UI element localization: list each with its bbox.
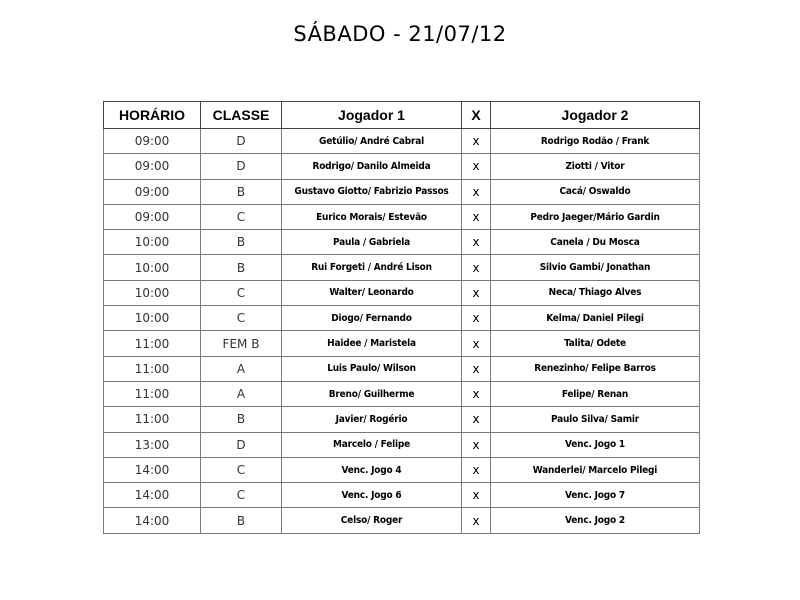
- page-title: SÁBADO - 21/07/12: [293, 22, 507, 46]
- table-row: [104, 432, 700, 457]
- table-row: [104, 457, 700, 482]
- table-row: [104, 255, 700, 280]
- player2-cell: Wanderlei/ Marcelo Pilegi: [491, 457, 700, 482]
- player1-cell: Javier/ Rogério: [282, 407, 462, 432]
- table-row: [104, 483, 700, 508]
- versus-cell: x: [462, 154, 491, 179]
- table-row: [104, 381, 700, 406]
- versus-cell: x: [462, 179, 491, 204]
- match-class: C: [201, 204, 282, 229]
- player1-cell: Celso/ Roger: [282, 508, 462, 533]
- table-row: [104, 129, 700, 154]
- match-time: 14:00: [104, 457, 201, 482]
- player1-cell: Rui Forgeti / André Lison: [282, 255, 462, 280]
- table-row: [104, 179, 700, 204]
- match-class: D: [201, 154, 282, 179]
- match-time: 13:00: [104, 432, 201, 457]
- match-class: C: [201, 306, 282, 331]
- match-time: 09:00: [104, 154, 201, 179]
- player1-cell: Venc. Jogo 6: [282, 483, 462, 508]
- player2-cell: Canela / Du Mosca: [491, 230, 700, 255]
- versus-cell: x: [462, 230, 491, 255]
- match-time: 11:00: [104, 331, 201, 356]
- versus-cell: x: [462, 280, 491, 305]
- table-row: [104, 280, 700, 305]
- match-time: 10:00: [104, 255, 201, 280]
- match-time: 11:00: [104, 407, 201, 432]
- match-time: 11:00: [104, 381, 201, 406]
- player2-cell: Talita/ Odete: [491, 331, 700, 356]
- player1-cell: Venc. Jogo 4: [282, 457, 462, 482]
- match-class: D: [201, 432, 282, 457]
- player2-cell: Pedro Jaeger/Mário Gardin: [491, 204, 700, 229]
- versus-cell: x: [462, 129, 491, 154]
- table-row: [104, 230, 700, 255]
- player2-cell: Rodrigo Rodão / Frank: [491, 129, 700, 154]
- match-time: 10:00: [104, 230, 201, 255]
- schedule-table: [103, 101, 700, 534]
- player1-cell: Luis Paulo/ Wilson: [282, 356, 462, 381]
- match-class: C: [201, 457, 282, 482]
- header-class: CLASSE: [201, 102, 282, 129]
- match-class: B: [201, 255, 282, 280]
- header-time: HORÁRIO: [104, 102, 201, 129]
- versus-cell: x: [462, 457, 491, 482]
- header-row: [104, 102, 700, 129]
- versus-cell: x: [462, 255, 491, 280]
- versus-cell: x: [462, 508, 491, 533]
- schedule-body: [104, 129, 700, 534]
- player1-cell: Eurico Morais/ Estevão: [282, 204, 462, 229]
- player2-cell: Venc. Jogo 2: [491, 508, 700, 533]
- versus-cell: x: [462, 432, 491, 457]
- versus-cell: x: [462, 381, 491, 406]
- versus-cell: x: [462, 306, 491, 331]
- player1-cell: Diogo/ Fernando: [282, 306, 462, 331]
- match-time: 10:00: [104, 280, 201, 305]
- player1-cell: Breno/ Guilherme: [282, 381, 462, 406]
- match-class: A: [201, 356, 282, 381]
- player1-cell: Rodrigo/ Danilo Almeida: [282, 154, 462, 179]
- player1-cell: Marcelo / Felipe: [282, 432, 462, 457]
- table-row: [104, 306, 700, 331]
- match-time: 09:00: [104, 129, 201, 154]
- match-time: 14:00: [104, 483, 201, 508]
- match-time: 09:00: [104, 179, 201, 204]
- header-player2: Jogador 2: [491, 102, 700, 129]
- player2-cell: Kelma/ Daniel Pilegi: [491, 306, 700, 331]
- versus-cell: x: [462, 483, 491, 508]
- match-class: D: [201, 129, 282, 154]
- player2-cell: Paulo Silva/ Samir: [491, 407, 700, 432]
- player2-cell: Renezinho/ Felipe Barros: [491, 356, 700, 381]
- player2-cell: Neca/ Thiago Alves: [491, 280, 700, 305]
- versus-cell: x: [462, 356, 491, 381]
- match-time: 11:00: [104, 356, 201, 381]
- player1-cell: Walter/ Leonardo: [282, 280, 462, 305]
- match-class: B: [201, 230, 282, 255]
- player1-cell: Paula / Gabriela: [282, 230, 462, 255]
- versus-cell: x: [462, 407, 491, 432]
- match-class: FEM B: [201, 331, 282, 356]
- player2-cell: Cacá/ Oswaldo: [491, 179, 700, 204]
- match-time: 14:00: [104, 508, 201, 533]
- match-class: C: [201, 483, 282, 508]
- table-row: [104, 204, 700, 229]
- match-class: C: [201, 280, 282, 305]
- player1-cell: Gustavo Giotto/ Fabrizio Passos: [282, 179, 462, 204]
- versus-cell: x: [462, 331, 491, 356]
- table-row: [104, 508, 700, 533]
- match-time: 09:00: [104, 204, 201, 229]
- player1-cell: Getúlio/ André Cabral: [282, 129, 462, 154]
- versus-cell: x: [462, 204, 491, 229]
- table-row: [104, 331, 700, 356]
- match-class: B: [201, 407, 282, 432]
- match-time: 10:00: [104, 306, 201, 331]
- match-class: B: [201, 508, 282, 533]
- player2-cell: Silvio Gambi/ Jonathan: [491, 255, 700, 280]
- player2-cell: Ziotti / Vitor: [491, 154, 700, 179]
- table-row: [104, 154, 700, 179]
- player1-cell: Haidee / Maristela: [282, 331, 462, 356]
- header-player1: Jogador 1: [282, 102, 462, 129]
- player2-cell: Venc. Jogo 7: [491, 483, 700, 508]
- match-class: B: [201, 179, 282, 204]
- player2-cell: Venc. Jogo 1: [491, 432, 700, 457]
- player2-cell: Felipe/ Renan: [491, 381, 700, 406]
- table-row: [104, 407, 700, 432]
- header-vs: X: [462, 102, 491, 129]
- match-class: A: [201, 381, 282, 406]
- table-row: [104, 356, 700, 381]
